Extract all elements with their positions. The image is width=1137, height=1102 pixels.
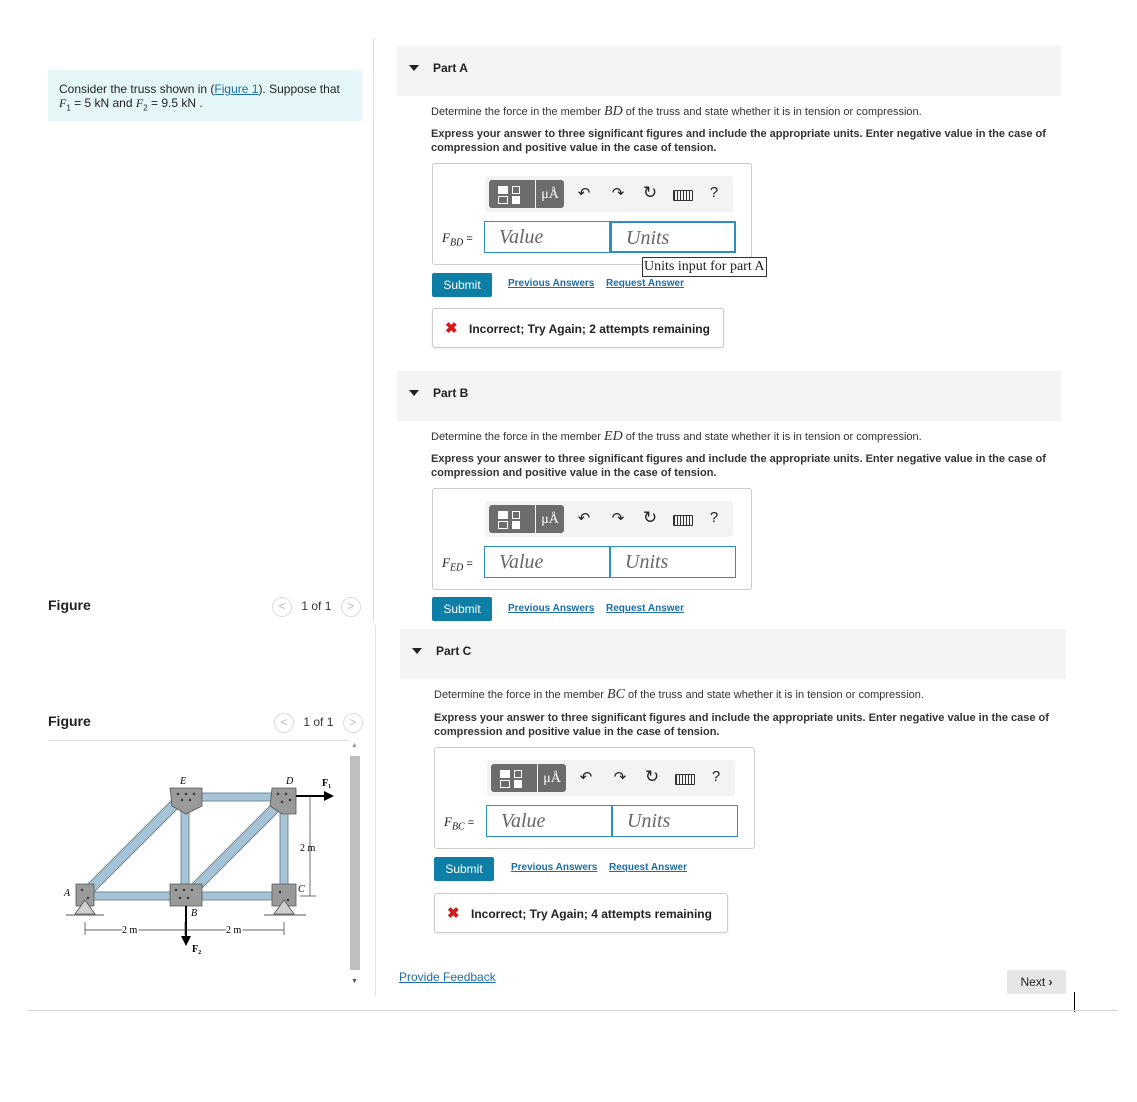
part-a-prompt: Determine the force in the member BD of the truss and state whether it is in tension or compression. [431, 104, 922, 119]
dim-label-h1: 2 m [122, 925, 138, 936]
next-figure-button[interactable]: > [341, 597, 361, 617]
scrollbar-thumb[interactable] [350, 756, 360, 970]
templates-button[interactable] [491, 764, 537, 792]
force-f1-arrow [324, 791, 334, 801]
request-answer-link[interactable]: Request Answer [606, 278, 684, 289]
value-input[interactable]: Value [486, 805, 612, 837]
divider [48, 740, 348, 741]
redo-icon[interactable]: ↷ [613, 769, 627, 786]
reset-icon[interactable]: ↻ [644, 767, 660, 786]
units-tooltip: Units input for part A [642, 257, 767, 277]
reset-icon[interactable]: ↻ [642, 508, 658, 527]
dim-label-v: 2 m [300, 843, 316, 854]
label-f2: $F_2$ [192, 944, 202, 956]
column-divider [373, 38, 374, 622]
previous-answers-link[interactable]: Previous Answers [508, 603, 595, 614]
gusset-b [170, 884, 202, 906]
units-symbols-button[interactable]: μÅ [536, 505, 564, 533]
reset-icon[interactable]: ↻ [642, 183, 658, 202]
request-answer-link[interactable]: Request Answer [606, 603, 684, 614]
request-answer-link[interactable]: Request Answer [609, 862, 687, 873]
undo-icon[interactable]: ↶ [577, 185, 591, 202]
figure-link[interactable]: Figure 1 [214, 82, 259, 96]
keyboard-icon[interactable] [673, 190, 693, 201]
truss-figure [60, 770, 345, 965]
variable-label: $F_{ED}$ = [442, 555, 473, 574]
prev-figure-button[interactable]: < [272, 597, 292, 617]
x-mark-icon: ✖ [445, 320, 458, 337]
figure-heading: Figure [48, 597, 91, 613]
previous-answers-link[interactable]: Previous Answers [511, 862, 598, 873]
value-input[interactable]: Value [484, 546, 610, 578]
chevron-right-icon: › [1048, 975, 1053, 989]
part-c-answer-box [434, 747, 755, 849]
part-c-prompt: Determine the force in the member BC of the truss and state whether it is in tension or compression. [434, 687, 924, 702]
collapse-icon[interactable] [409, 65, 419, 71]
figure-scrollbar[interactable]: ▲ ▼ [348, 742, 362, 990]
force-f2-arrow [181, 936, 191, 946]
part-b-prompt: Determine the force in the member ED of the truss and state whether it is in tension or compression. [431, 429, 922, 444]
keyboard-icon[interactable] [673, 515, 693, 526]
part-a-answer-box [432, 163, 752, 265]
part-c-header[interactable]: Part C [400, 629, 1066, 679]
math-toolbar [485, 176, 733, 212]
label-e: E [180, 776, 187, 787]
figure-heading: Figure [48, 713, 91, 729]
part-b-header[interactable]: Part B [397, 371, 1061, 421]
variable-label: $F_{BC}$ = [444, 814, 475, 833]
keyboard-icon[interactable] [675, 774, 695, 785]
provide-feedback-link[interactable]: Provide Feedback [399, 970, 496, 984]
units-symbols-button[interactable]: μÅ [538, 764, 566, 792]
collapse-icon[interactable] [409, 390, 419, 396]
part-a-header[interactable]: Part A [397, 46, 1061, 96]
text-cursor [1074, 992, 1075, 1012]
part-a-instruction: Express your answer to three significant figures and include the appropriate units. Enter negative value in the case of compression and positive value in the case of tension. [431, 128, 1046, 154]
undo-icon[interactable]: ↶ [577, 510, 591, 527]
help-button[interactable]: ? [709, 509, 719, 526]
part-c-instruction: Express your answer to three significant figures and include the appropriate units. Enter negative value in the case of compression and positive value in the case of tension. [434, 712, 1049, 738]
feedback-incorrect: ✖ Incorrect; Try Again; 4 attempts remaining [434, 893, 728, 933]
units-symbols-button[interactable]: μÅ [536, 180, 564, 208]
submit-button[interactable]: Submit [432, 273, 492, 297]
feedback-incorrect: ✖ Incorrect; Try Again; 2 attempts remaining [432, 308, 724, 348]
units-input[interactable]: Units [610, 221, 736, 253]
templates-button[interactable] [489, 505, 535, 533]
units-input[interactable]: Units [610, 546, 736, 578]
variable-label: $F_{BD}$ = [442, 230, 473, 249]
dim-label-h2: 2 m [226, 925, 242, 936]
help-button[interactable]: ? [711, 768, 721, 785]
label-b: B [191, 908, 198, 919]
previous-answers-link[interactable]: Previous Answers [508, 278, 595, 289]
collapse-icon[interactable] [412, 648, 422, 654]
problem-statement: Consider the truss shown in (Figure 1). Suppose that $F_1 = 5$ kN and $F_2 = 9.5$ kN . [48, 70, 362, 121]
part-b-instruction: Express your answer to three significant figures and include the appropriate units. Enter negative value in the case of compression and positive value in the case of tension. [431, 453, 1046, 479]
footer-divider [28, 1010, 1118, 1011]
submit-button[interactable]: Submit [432, 597, 492, 621]
figure-pager: < 1 of 1 > [272, 597, 361, 617]
value-input[interactable]: Value [484, 221, 610, 253]
part-b-answer-box [432, 488, 752, 590]
undo-icon[interactable]: ↶ [579, 769, 593, 786]
redo-icon[interactable]: ↷ [611, 185, 625, 202]
column-divider [375, 625, 376, 995]
next-figure-button[interactable]: > [343, 713, 363, 733]
label-c: C [298, 884, 305, 895]
units-input[interactable]: Units [612, 805, 738, 837]
label-d: D [286, 776, 294, 787]
next-button[interactable]: Next › [1007, 970, 1066, 994]
math-toolbar [485, 501, 733, 537]
templates-button[interactable] [489, 180, 535, 208]
label-f1: $F_1$ [322, 778, 332, 790]
label-a: A [64, 888, 71, 899]
submit-button[interactable]: Submit [434, 857, 494, 881]
figure-pager: < 1 of 1 > [274, 713, 363, 733]
x-mark-icon: ✖ [447, 905, 460, 922]
help-button[interactable]: ? [709, 184, 719, 201]
math-toolbar [487, 760, 735, 796]
redo-icon[interactable]: ↷ [611, 510, 625, 527]
prev-figure-button[interactable]: < [274, 713, 294, 733]
